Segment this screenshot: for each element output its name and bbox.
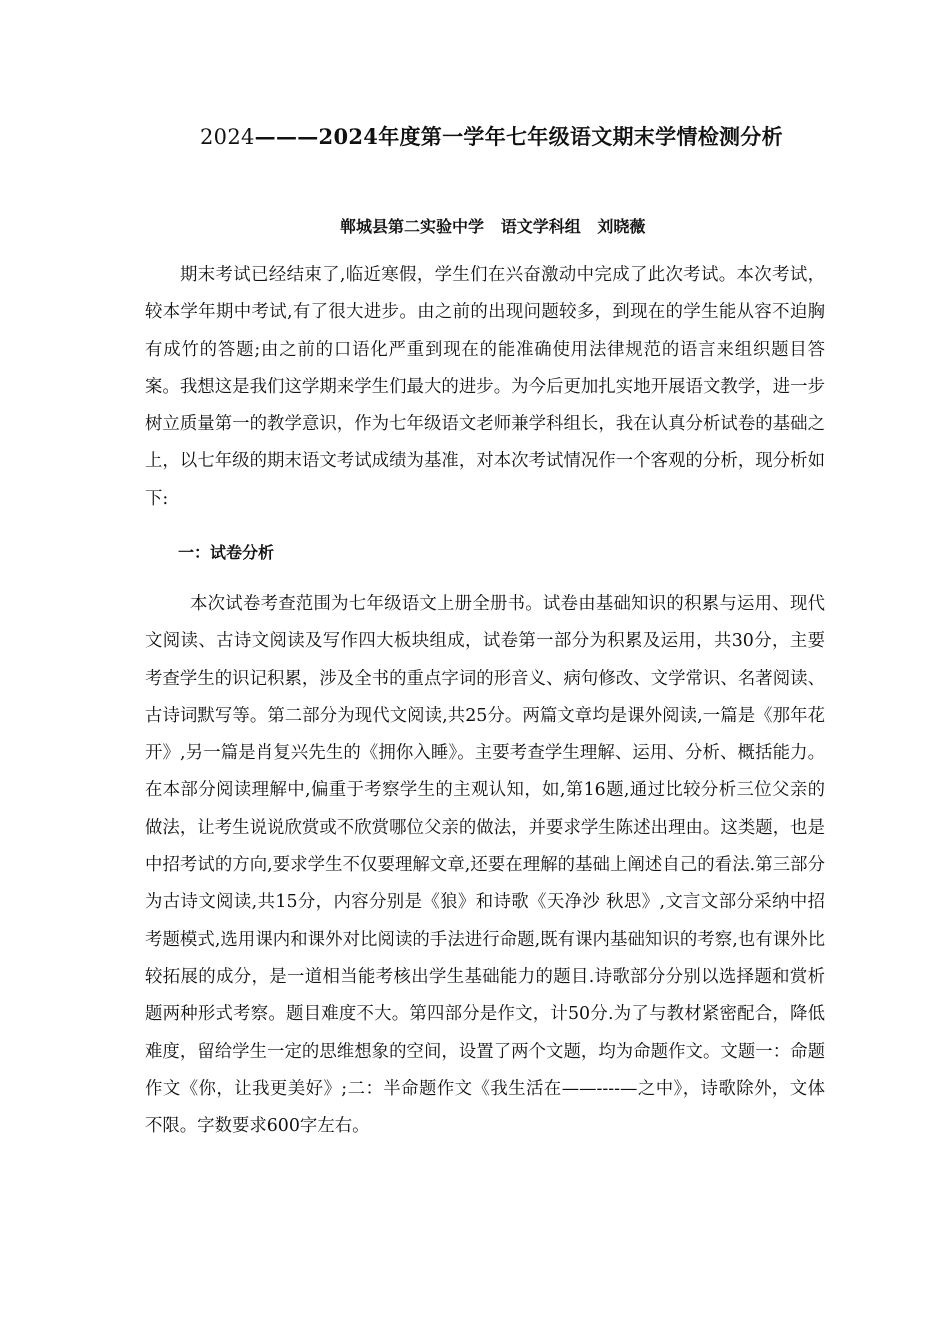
section-paragraph: 本次试卷考查范围为七年级语文上册全册书。试卷由基础知识的积累与运用、现代文阅读、古诗文阅读及写作四大板块组成，试卷第一部分为积累及运用，共30分，主要考查学生的识记积累，涉及全书的重点字词的形音义、病句修改、文学常识、名著阅读、古诗词默写等。第二部分为现代文阅读,共25分。两篇文章均是课外阅读,一篇是《那年花开》,另一篇是肖复兴先生的《拥你入睡》。主要考查学生理解、运用、分析、概括能力。在本部分阅读理解中,偏重于考察学生的主观认知，如,第16题,通过比较分析三位父亲的做法，让考生说说欣赏或不欣赏哪位父亲的做法，并要求学生陈述出理由。这类题，也是中招考试的方向,要求学生不仅要理解文章,还要在理解的基础上阐述自己的看法.第三部分为古诗文阅读,共15分，内容分别是《狼》和诗歌《天净沙 秋思》,文言文部分采纳中招考题模式,选用课内和课外对比阅读的手法进行命题,既有课内基础知识的考察,也有课外比较拓展的成分，是一道相当能考核出学生基础能力的题目.诗歌部分分别以选择题和赏析题两种形式考察。题目难度不大。第四部分是作文，计50分.为了与教材紧密配合，降低难度，留给学生一定的思维想象的空间，设置了两个文题，均为命题作文。文题一：命题作文《你，让我更美好》;二：半命题作文《我生活在——----—之中》，诗歌除外，文体不限。字数要求600字左右。 — [145, 594, 825, 1137]
title-text: ———2024年度第一学年七年级语文期末学情检测分析 — [254, 124, 783, 149]
document-title — [145, 118, 815, 156]
title-year: 2024 — [200, 125, 255, 149]
author-line: 郸城县第二实验中学 语文学科组 刘晓薇 — [340, 217, 646, 236]
intro-paragraph: 期末考试已经结束了,临近寒假，学生们在兴奋激动中完成了此次考试。本次考试，较本学年期中考试,有了很大进步。由之前的出现问题较多，到现在的学生能从容不迫胸有成竹的答题;由之前的口语化严重到现在的能准确使用法律规范的语言来组织题目答案。我想这是我们这学期来学生们最大的进步。为今后更加扎实地开展语文教学，进一步树立质量第一的教学意识，作为七年级语文老师兼学科组长，我在认真分析试卷的基础之上，以七年级的期末语文考试成绩为基准，对本次考试情况作一个客观的分析，现分析如下: — [145, 265, 825, 509]
section-heading: 一：试卷分析 — [178, 543, 275, 562]
